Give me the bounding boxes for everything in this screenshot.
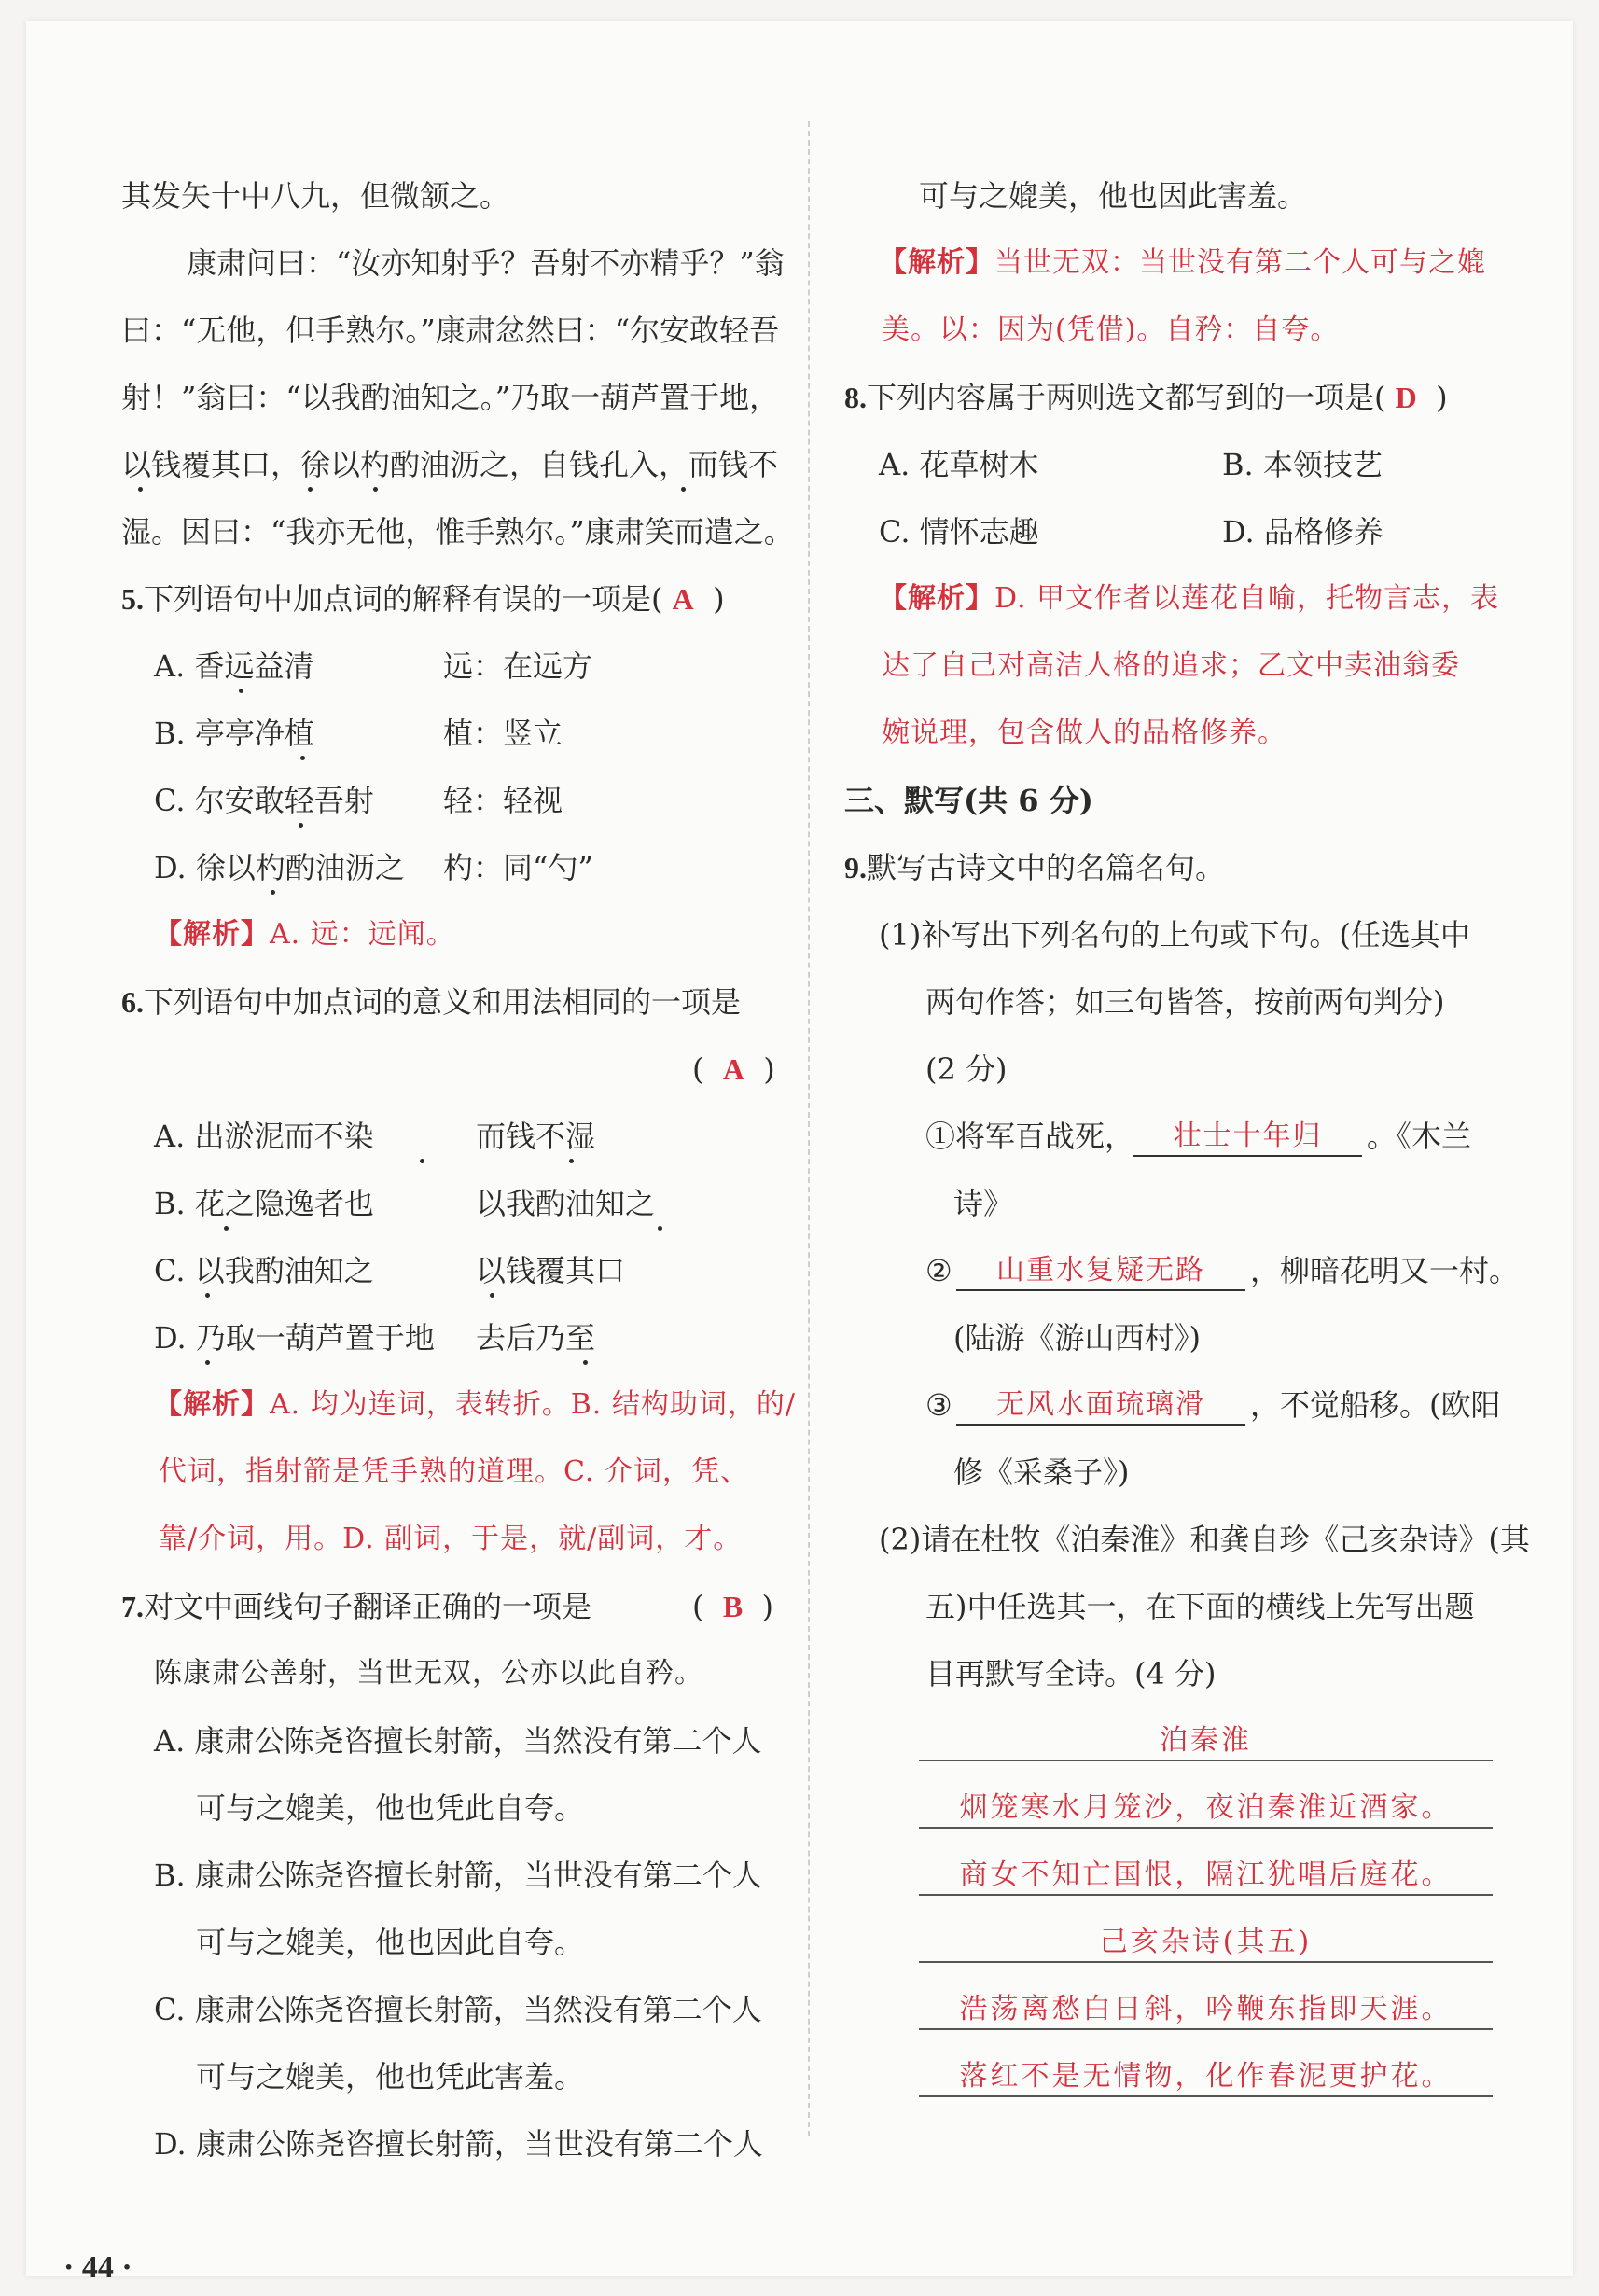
answer-letter: A xyxy=(672,582,694,616)
option-b: B. 亭亭净植 xyxy=(154,716,314,751)
source: (陆游《游山西村》) xyxy=(953,1320,1201,1356)
question-number: 7. xyxy=(121,1590,144,1623)
emphasis-dot xyxy=(205,1293,210,1298)
answer-blank: 山重水复疑无路 xyxy=(956,1252,1245,1291)
analysis-text: 婉说理，包含做人的品格修养。 xyxy=(882,717,1286,749)
instruction-line: (2)请在杜牧《泊秦淮》和龚自珍《己亥杂诗》(其 xyxy=(879,1522,1530,1557)
paren-close: ) xyxy=(1436,380,1448,415)
fill-item-3: ③ xyxy=(925,1387,952,1423)
option-c: C. 尔安敢轻吾射 xyxy=(154,783,374,818)
analysis-tag: 【解析】 xyxy=(879,246,994,279)
emphasis-dot xyxy=(583,1360,588,1365)
question-stem: 对文中画线句子翻译正确的一项是 xyxy=(144,1589,592,1624)
emphasis-dot xyxy=(300,756,305,760)
option-b-pair: 以我酌油知之 xyxy=(476,1186,656,1221)
answer-blank: 壮士十年归 xyxy=(1133,1118,1362,1157)
emphasis-dot xyxy=(420,1159,424,1163)
option-a: A. 出淤泥而不染 xyxy=(154,1119,374,1154)
option-b: B. 本领技艺 xyxy=(1222,447,1383,482)
question-stem: 下列内容属于两则选文都写到的一项是( xyxy=(867,380,1386,415)
emphasis-dot xyxy=(490,1293,494,1298)
option-a-pair: 而钱不湿 xyxy=(476,1119,596,1154)
underlined-quote: 陈康肃公善射，当世无双，公亦以此自矜。 xyxy=(154,1657,703,1690)
option-b-def: 植：竖立 xyxy=(443,716,563,751)
fill-item-1-post: 。《木兰 xyxy=(1367,1119,1472,1154)
analysis-text: D. 甲文作者以莲花自喻，托物言志，表 xyxy=(994,582,1500,615)
option-c-pair: 以钱覆其口 xyxy=(476,1253,626,1288)
option-d: D. 品格修养 xyxy=(1222,514,1383,550)
question-8 xyxy=(844,379,1448,416)
instruction-line: (2 分) xyxy=(925,1051,1008,1087)
text-line: 湿。因曰：“我亦无他，惟手熟尔。”康肃笑而遣之。 xyxy=(121,514,794,550)
column-divider xyxy=(808,121,810,2136)
question-number: 5. xyxy=(121,582,144,616)
option-c-line2: 可与之媲美，他也凭此害羞。 xyxy=(196,2059,585,2094)
option-d: D. 乃取一葫芦置于地 xyxy=(154,1320,435,1356)
instruction-line: 目再默写全诗。(4 分) xyxy=(925,1656,1217,1691)
poem-line: 浩荡离愁白日斜，吟鞭东指即天涯。 xyxy=(919,1991,1493,2030)
option-d-line1: D. 康肃公陈尧咨擅长射箭，当世没有第二个人 xyxy=(154,2126,763,2162)
analysis-7 xyxy=(879,244,1486,282)
text-line: 以钱覆其口，徐以杓酌油沥之，自钱孔入，而钱不 xyxy=(121,447,779,482)
option-c-line1: C. 康肃公陈尧咨擅长射箭，当然没有第二个人 xyxy=(154,1992,762,2027)
question-number: 6. xyxy=(121,985,144,1019)
question-stem: 下列语句中加点词的解释有误的一项是( xyxy=(144,581,663,617)
option-b-line1: B. 康肃公陈尧咨擅长射箭，当世没有第二个人 xyxy=(154,1858,762,1893)
text-line: 康肃问曰：“汝亦知射乎？吾射不亦精乎？”翁 xyxy=(187,245,785,281)
poem-line: 落红不是无情物，化作春泥更护花。 xyxy=(919,2058,1493,2097)
option-c: C. 以我酌油知之 xyxy=(154,1253,374,1288)
poem-line: 商女不知亡国恨，隔江犹唱后庭花。 xyxy=(919,1857,1493,1896)
analysis-text: 达了自己对高洁人格的追求；乙文中卖油翁委 xyxy=(882,649,1460,682)
question-9 xyxy=(844,849,1225,886)
emphasis-dot xyxy=(658,1226,662,1231)
option-d-pair: 去后乃至 xyxy=(476,1320,596,1356)
instruction-line: 两句作答；如三句皆答，按前两句判分) xyxy=(925,984,1445,1020)
question-6 xyxy=(121,983,741,1021)
analysis-text: 当世无双：当世没有第二个人可与之媲 xyxy=(994,246,1486,279)
analysis-5 xyxy=(154,916,455,953)
question-number: 9. xyxy=(844,851,867,884)
analysis-text: A. 远：远闻。 xyxy=(270,918,455,951)
option-d-def: 杓：同“勺” xyxy=(443,850,593,885)
emphasis-dot xyxy=(271,890,275,895)
instruction-line: (1)补写出下列名句的上句或下句。(任选其中 xyxy=(879,917,1470,953)
instruction-line: 五)中任选其一，在下面的横线上先写出题 xyxy=(925,1589,1475,1624)
paren-open: ( xyxy=(692,1589,704,1624)
fill-item-1: ①将军百战死， xyxy=(925,1119,1135,1154)
answer-letter: D xyxy=(1395,381,1417,414)
option-a-def: 远：在远方 xyxy=(443,648,593,684)
analysis-text: 美。以：因为(凭借)。自矜：自夸。 xyxy=(882,313,1340,346)
question-7 xyxy=(121,1588,591,1625)
option-a-line1: A. 康肃公陈尧咨擅长射箭，当然没有第二个人 xyxy=(154,1723,762,1759)
emphasis-dot xyxy=(569,1159,574,1163)
option-a: A. 香远益清 xyxy=(154,648,314,684)
analysis-tag: 【解析】 xyxy=(154,918,270,951)
poem-title: 己亥杂诗(其五) xyxy=(919,1924,1493,1963)
source: 诗》 xyxy=(953,1186,1014,1221)
fill-item-2-post: ，柳暗花明又一村。 xyxy=(1250,1253,1520,1288)
paren-close: ) xyxy=(763,1051,775,1087)
paren-open: ( xyxy=(692,1051,704,1087)
analysis-tag: 【解析】 xyxy=(154,1388,270,1421)
analysis-text: 代词，指射箭是凭手熟的道理。C. 介词，凭、 xyxy=(159,1455,749,1488)
analysis-tag: 【解析】 xyxy=(879,582,994,615)
emphasis-dot xyxy=(239,689,243,693)
option-b-line2: 可与之媲美，他也因此自夸。 xyxy=(196,1925,585,1960)
emphasis-dot xyxy=(224,1226,229,1231)
text-line: 曰：“无他，但手熟尔。”康肃忿然曰：“尔安敢轻吾 xyxy=(121,313,780,348)
option-a-line2: 可与之媲美，他也凭此自夸。 xyxy=(196,1790,585,1826)
analysis-text: A. 均为连词，表转折。B. 结构助词，的/ xyxy=(270,1388,796,1421)
poem-title: 泊秦淮 xyxy=(919,1722,1493,1761)
fill-item-2: ② xyxy=(925,1253,952,1288)
text-line: 其发矢十中八九，但微颔之。 xyxy=(121,178,510,214)
option-c-def: 轻：轻视 xyxy=(443,783,563,818)
answer-paren xyxy=(692,1051,775,1088)
option-a: A. 花草树木 xyxy=(879,447,1039,482)
fill-item-3-post: ，不觉船移。(欧阳 xyxy=(1250,1387,1501,1423)
emphasis-dot xyxy=(681,487,686,492)
text-line: 射！”翁曰：“以我酌油知之。”乃取一葫芦置于地， xyxy=(121,380,780,415)
paren-close: ) xyxy=(713,581,725,617)
question-stem: 默写古诗文中的名篇名句。 xyxy=(867,850,1226,885)
question-5 xyxy=(121,580,725,618)
paren-close: ) xyxy=(761,1589,773,1624)
answer-letter: A xyxy=(722,1052,744,1086)
emphasis-dot xyxy=(308,487,313,492)
analysis-text: 靠/介词，用。D. 副词，于是，就/副词，才。 xyxy=(159,1523,743,1555)
analysis-8 xyxy=(879,580,1499,618)
section-heading: 三、默写(共 6 分) xyxy=(844,783,1093,818)
emphasis-dot xyxy=(373,487,378,492)
emphasis-dot xyxy=(299,823,303,828)
answer-blank: 无风水面琉璃滑 xyxy=(956,1386,1245,1426)
question-stem: 下列语句中加点词的意义和用法相同的一项是 xyxy=(144,984,742,1020)
text-line: 可与之媲美，他也因此害羞。 xyxy=(919,178,1308,214)
poem-line: 烟笼寒水月笼沙，夜泊秦淮近酒家。 xyxy=(919,1789,1493,1829)
source: 修《采桑子》) xyxy=(953,1454,1130,1490)
emphasis-dot xyxy=(138,487,143,492)
option-c: C. 情怀志趣 xyxy=(879,514,1039,550)
analysis-6 xyxy=(154,1386,796,1424)
answer-paren xyxy=(692,1588,773,1625)
page-number: · 44 · xyxy=(63,2250,132,2285)
emphasis-dot xyxy=(205,1360,210,1365)
answer-letter: B xyxy=(722,1590,744,1623)
question-number: 8. xyxy=(844,381,867,414)
option-d: D. 徐以杓酌油沥之 xyxy=(154,850,405,885)
option-b: B. 花之隐逸者也 xyxy=(154,1186,374,1221)
